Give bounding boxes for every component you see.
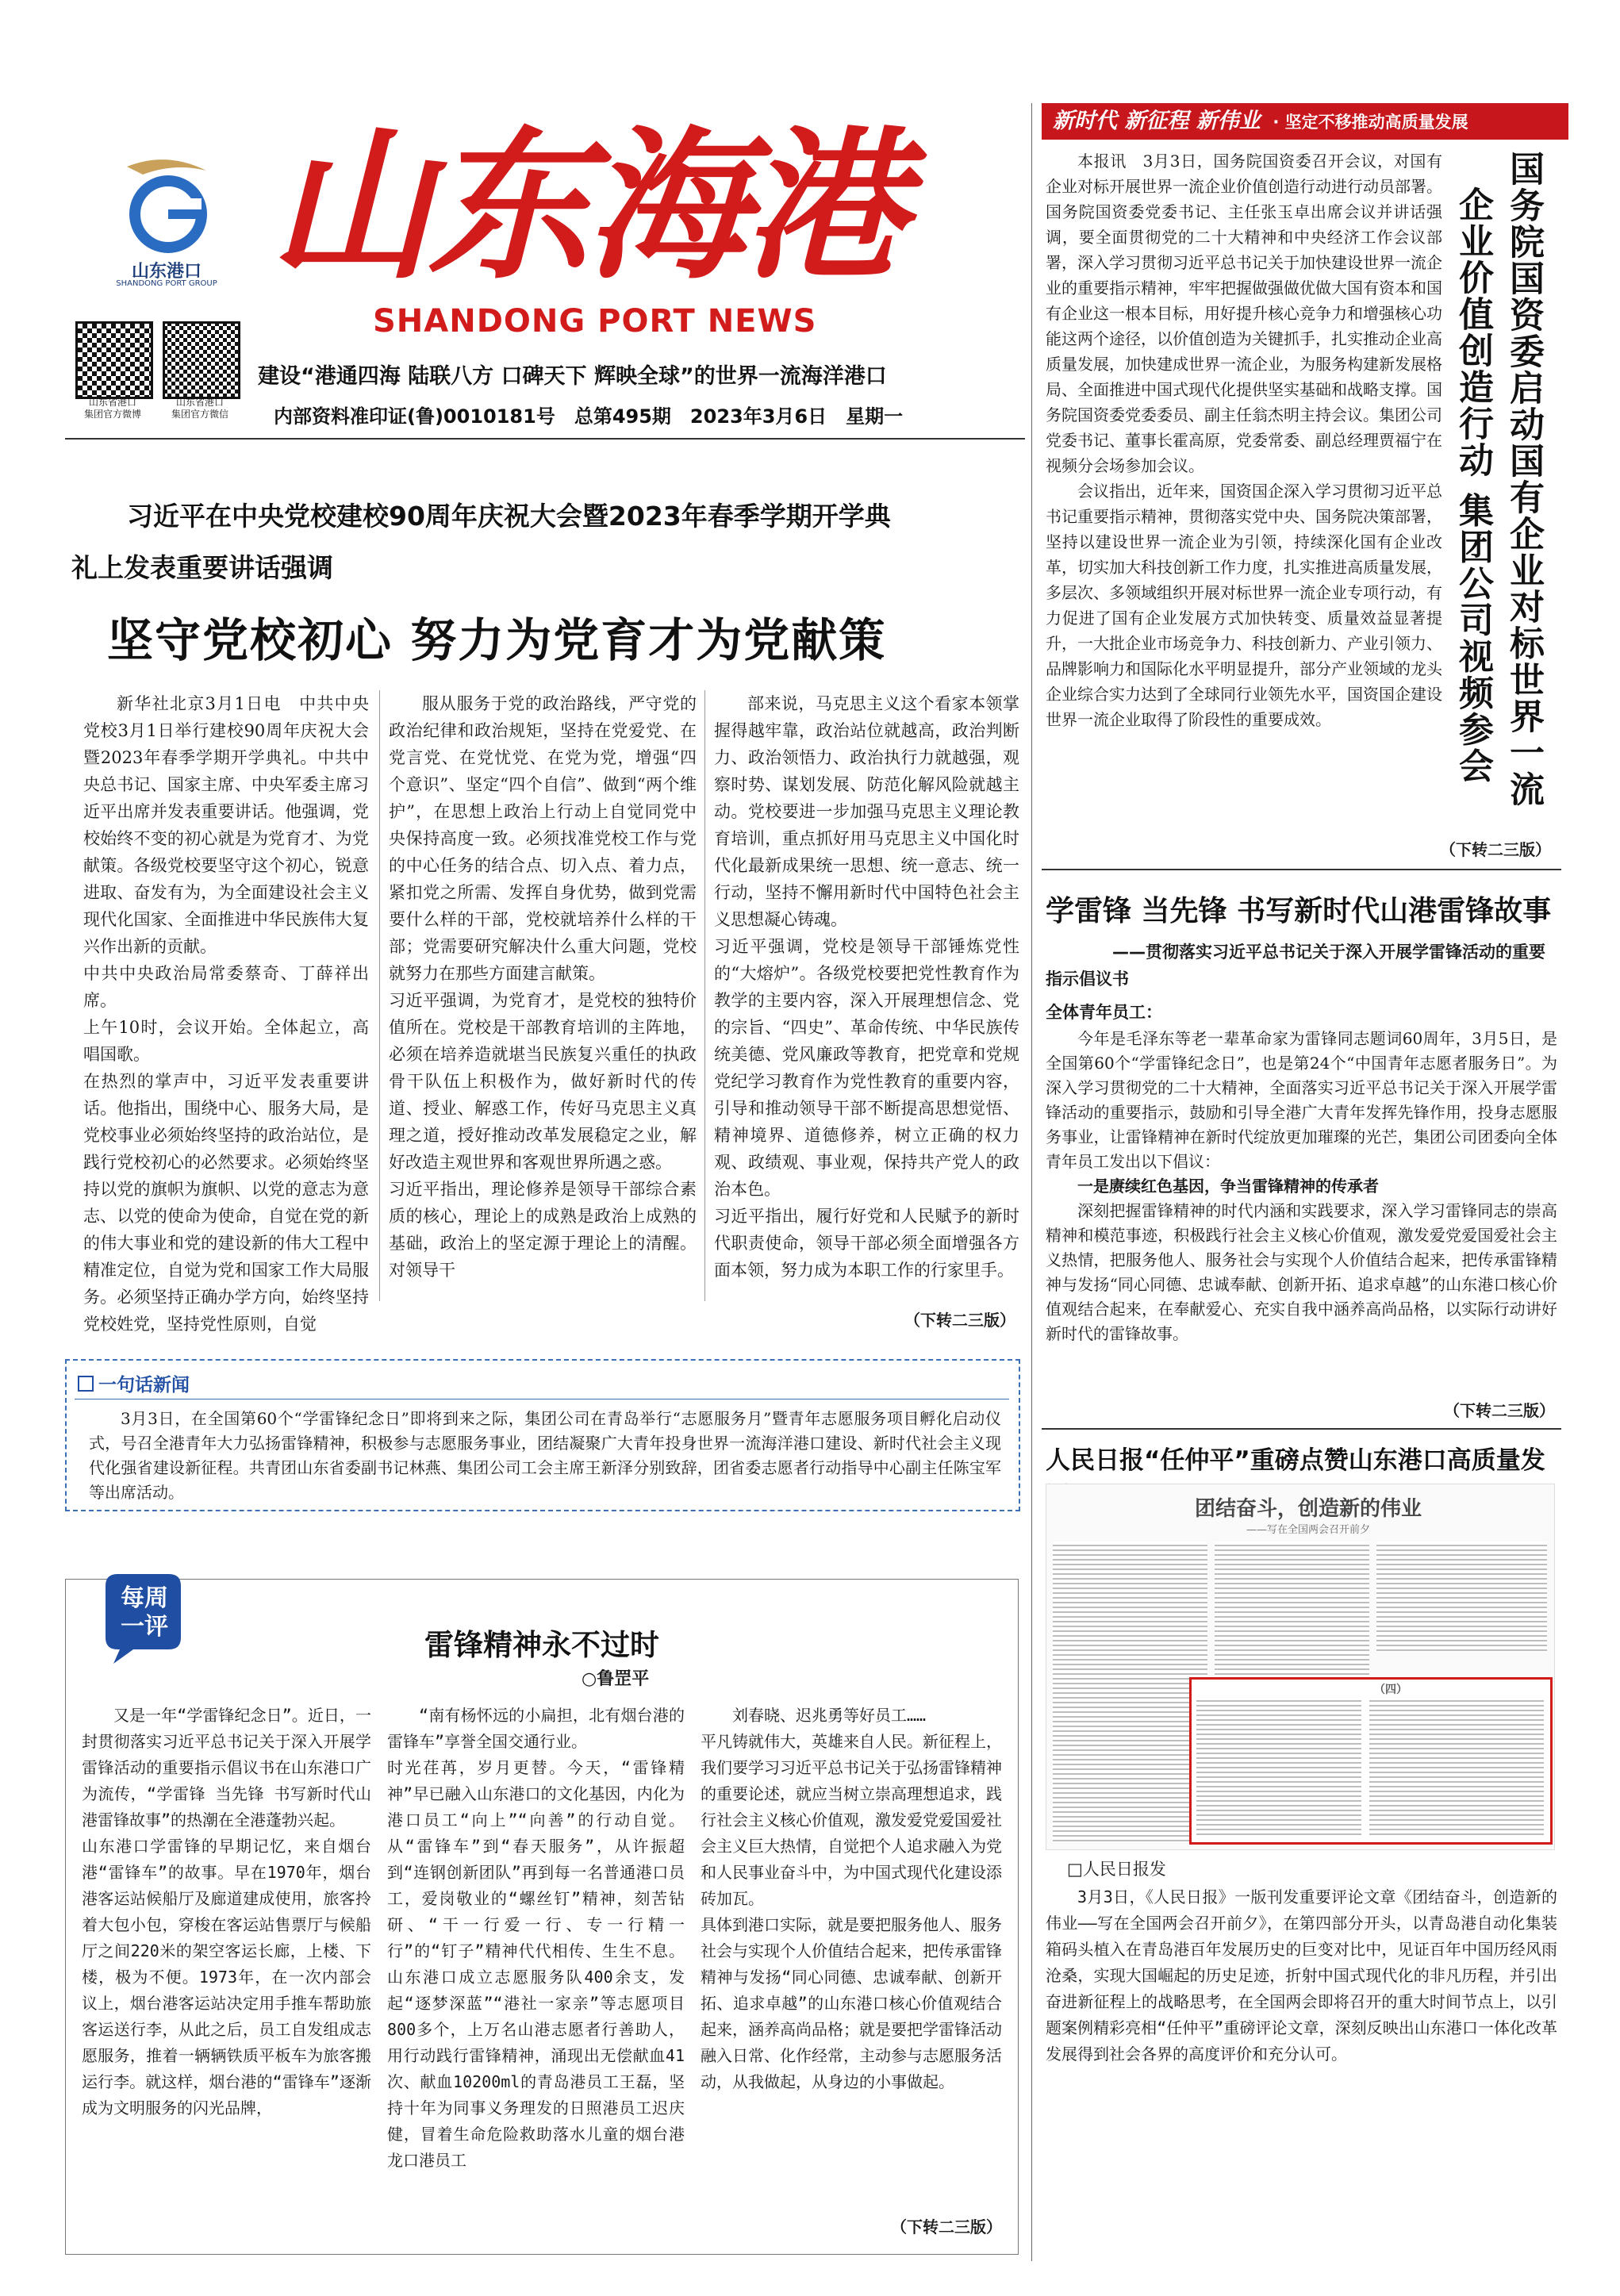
logo-subtext: SHANDONG PORT GROUP [116, 279, 217, 288]
sasac-article [1046, 148, 1442, 732]
sasac-body: 本报讯 3月3日，国务院国资委召开会议，对国有企业对标开展世界一流企业价值创造行动进行动员部署。国务院国资委党委书记、主任张玉卓出席会议并讲话强调，要全面贯彻党的二十大精神和中央经济工作会议部署，深入学习贯彻习近平总书记关于加快建设世界一流企业的重要指示精神，牢牢把握做强做优做大国有资本和国有企业这一根本目标，用好提升核心竞争力和增强核心功能这两个途径，以价值创造为关键抓手，扎实推动企业高质量发展，加快建成世界一流企业，为服务构建新发展格局、全面推进中国式现代化提供坚实基础和战略支撑。国务院国资委党委委员、副主任翁杰明主持会议。集团公司党委书记、董事长霍高原，党委常委、副总经理贾福宁在视频分会场参加会议。 [1046, 152, 1442, 475]
leifeng-subtitle: ——贯彻落实习近平总书记关于深入开展学雷锋活动的重要指示倡议书 [1046, 943, 1545, 989]
peoples-body: 3月3日，《人民日报》一版刊发重要评论文章《团结奋斗，创造新的伟业——写在全国两会召开前夕》，在第四部分开头，以青岛港自动化集装箱码头植入在青岛港百年发展历史的巨变对比中，见证百年中国历经风雨沧桑，实现大国崛起的历史足迹，折射中国式现代化的非凡历程，并引出奋进新征程上的战略思考，在全国两会即将召开的重大时间节点上，以引题案例精彩亮相“任仲平”重磅评论文章，深刻反映出山东港口一体化改革发展得到社会各界的高度评价和充分认可。 [1046, 1887, 1557, 2064]
leifeng-p1: 今年是毛泽东等老一辈革命家为雷锋同志题词60周年，3月5日，是全国第60个“学雷锋纪念日”，也是第24个“中国青年志愿者服务日”。为深入学习贯彻党的二十大精神，全面落实习近平总书记关于深入开展学雷锋活动的重要指示，鼓励和引导全港广大青年发挥先锋作用，投身志愿服务事业，让雷锋精神在新时代绽放更加璀璨的光芒，集团公司团委向全体青年员工发出以下倡议： [1046, 1029, 1557, 1171]
masthead [0, 0, 1031, 444]
lead-text-1: 新华社北京3月1日电 中共中央党校3月1日举行建校90周年庆祝大会暨2023年春季学期开学典礼。中共中央总书记、国家主席、中央军委主席习近平出席并发表重要讲话。他强调，党校始终不变的初心就是为党育才、为党献策。各级党校要坚守这个初心，锐意进取、奋发有为，为全面建设社会主义现代化国家、全面推进中华民族伟大复兴作出新的贡献。 中共中央政治局常委蔡奇、丁薛祥出席。 上午10时，会议开始。全体起立，高唱国歌。 在热烈的掌声中，习近平发表重要讲话。他指出，围绕中心、服务大局，是党校事业必须始终坚持的政治站位，是践行党校初心的必然要求。必须始终坚持以党的旗帜为旗帜、以党的意志为意志、以党的使命为使命，自觉在党的新的伟大事业和党的建设新的伟大工程中精准定位，自觉为党和国家工作大局服务。必须坚持正确办学方向，始终坚持党校姓党，坚持党性原则，自觉 [83, 694, 369, 1334]
clipping-text-left [1053, 1542, 1207, 1843]
lead-col-3 [714, 690, 1019, 1293]
weekly-title: 雷锋精神永不过时 [424, 1628, 659, 1662]
leifeng-title: 学雷锋 当先锋 书写新时代山港雷锋故事 [1046, 895, 1552, 927]
weekly-continued: （下转二三版） [891, 2217, 1002, 2236]
weekly-author: ○鲁罡平 [582, 1669, 650, 1689]
weekly-text-3: 刘春晓、迟兆勇等好员工…… 平凡铸就伟大，英雄来自人民。新征程上，我们要学习习近平总书记关于弘扬雷锋精神的重要论述，就应当树立崇高理想追求，践行社会主义核心价值观，激发爱党爱国爱社会主义巨大热情，自觉把个人追求融入为党和人民事业奋斗中，为中国式现代化建设添砖加瓦。 具体到港口实际，就是要把服务他人、服务社会与实现个人价值结合起来，把传承雷锋精神与发扬“同心同德、忠诚奉献、创新开拓、追求卓越”的山东港口核心价值观结合起来，涵养高尚品格；就是要把学雷锋活动融入日常、化作经常，主动参与志愿服务活动，从我做起，从身边的小事做起。 [701, 1706, 1002, 2091]
leifeng-salutation: 全体青年员工： [1046, 1003, 1162, 1022]
sasac-body-2: 会议指出，近年来，国资国企深入学习贯彻习近平总书记重要指示精神，贯彻落实党中央、国务院决策部署，坚持以建设世界一流企业为引领，持续深化国有企业改革，切实加大科技创新工作力度，扎实推进高质量发展，多层次、多领域组织开展对标世界一流企业专项行动，有力促进了国有企业发展方式加快转变、质量效益显著提升，一大批企业市场竞争力、科技创新力、产业引领力、品牌影响力和国际化水平明显提升，部分产业领域的龙头企业综合实力达到了全球同行业领先水平，国资国企建设世界一流企业取得了阶段性的重要成效。 [1046, 482, 1442, 729]
issue-info: 内部资料准印证(鲁)0010181号 总第495期 2023年3月6日 星期一 [274, 405, 904, 428]
weekly-col-3 [701, 1703, 1002, 2210]
peoples-caption: □人民日报发 [1067, 1860, 1166, 1879]
masthead-divider [65, 438, 1025, 440]
qr-caption-weibo: 山东省港口 集团官方微博 [83, 397, 141, 420]
weekly-col-1 [82, 1703, 371, 2234]
weekly-badge [98, 1570, 185, 1665]
logo-icon [111, 151, 222, 254]
brief-label-text: 一句话新闻 [98, 1375, 190, 1396]
clipping-text-mid [1215, 1542, 1369, 1700]
weekly-text-1: 又是一年“学雷锋纪念日”。近日，一封贯彻落实习近平总书记关于深入开展学雷锋活动的重要指示倡议书在山东港口广为流传，“学雷锋 当先锋 书写新时代山港雷锋故事”的热潮在全港蓬勃兴起。 山东港口学雷锋的早期记忆，来自烟台港“雷锋车”的故事。早在1970年，烟台港客运站候船厅及廊道建成使用，旅客拎着大包小包，穿梭在客运站售票厅与候船厅之间220米的架空客运长廊，上楼、下楼，极为不便。1973年，在一次内部会议上，烟台港客运站决定用手推车帮助旅客运送行李，从此之后，员工自发组成志愿服务，推着一辆辆铁质平板车为旅客搬运行李。就这样，烟台港的“雷锋车”逐渐成为文明服务的闪光品牌， [82, 1706, 371, 2117]
brief-square-icon [78, 1376, 94, 1392]
lead-col-divider-1 [379, 690, 380, 1301]
sasac-title-a: 国务院国资委启动国有企业对标世界一流 [1503, 151, 1544, 808]
sasac-title-b: 企业价值创造行动 集团公司视频参会 [1453, 186, 1493, 785]
leifeng-heading-1: 一是赓续红色基因，争当雷锋精神的传承者 [1077, 1177, 1379, 1196]
english-title: SHANDONG PORT NEWS [373, 303, 817, 340]
clipping-section-mark: （四） [1374, 1684, 1407, 1696]
weekly-col-2 [387, 1703, 685, 2234]
right-column-divider [1031, 103, 1032, 2261]
banner-subtitle: · 坚定不移推动高质量发展 [1273, 113, 1468, 132]
qr-caption-wechat: 山东省港口 集团官方微信 [171, 397, 228, 420]
lead-col-2 [389, 690, 697, 1309]
lead-continued: （下转二三版） [904, 1311, 1015, 1330]
slogan: 建设“港通四海 陆联八方 口碑天下 辉映全球”的世界一流海洋港口 [258, 364, 887, 389]
lead-kicker-1: 习近平在中央党校建校90周年庆祝大会暨2023年春季学期开学典 [127, 501, 891, 532]
lead-text-3: 部来说，马克思主义这个看家本领掌握得越牢靠，政治站位就越高，政治判断力、政治领悟力、政治执行力就越强，观察时势、谋划发展、防范化解风险就越主动。党校要进一步加强马克思主义理论教育培训，重点抓好用马克思主义中国化时代化最新成果统一思想、统一意志、统一行动，坚持不懈用新时代中国特色社会主义思想凝心铸魂。 习近平强调，党校是领导干部锤炼党性的“大熔炉”。各级党校要把党性教育作为教学的主要内容，深入开展理想信念、党的宗旨、“四史”、革命传统、中华民族传统美德、党风廉政等教育，把党章和党规党纪学习教育作为党性教育的重要内容，引导和推动领导干部不断提高思想觉悟、精神境界、道德修养，树立正确的权力观、政绩观、事业观，保持共产党人的政治本色。 习近平指出，履行好党和人民赋予的新时代职责使命，领导干部必须全面增强各方面本领，努力成为本职工作的行家里手。 [714, 694, 1019, 1280]
banner-title: 新时代 新征程 新伟业 [1053, 109, 1261, 133]
clipping-headline: 团结奋斗，创造新的伟业 [1194, 1497, 1422, 1521]
weekly-badge-text: 每周 一评 [121, 1584, 168, 1641]
leifeng-article [1046, 1027, 1557, 1346]
clipping-highlight [1189, 1677, 1553, 1845]
calligraphy-title: 山东海港 [270, 111, 901, 301]
qr-code-wechat [163, 321, 240, 399]
clipping-subheadline: ——写在全国两会召开前夕 [1246, 1524, 1370, 1536]
weekly-text-2: “南有杨怀远的小扁担，北有烟台港的雷锋车”享誉全国交通行业。 时光荏苒，岁月更替。今天，“雷锋精神”早已融入山东港口的文化基因，内化为港口员工“向上”“向善”的行动自觉。从“雷锋车”到“春天服务”，从许振超到“连钢创新团队”再到每一名普通港口员工，爱岗敬业的“螺丝钉”精神，刻苦钻研、“干一行爱一行、专一行精一行”的“钉子”精神代代相传、生生不息。山东港口成立志愿服务队400余支，发起“逐梦深蓝”“港社一家亲”等志愿项目800多个，上万名山港志愿者行善助人，用行动践行雷锋精神，涌现出无偿献血41次、献血10200ml的青岛港员工王磊，坚持十年为同事义务理发的日照港员工迟庆健，冒着生命危险救助落水儿童的烟台港龙口港员工 [387, 1706, 685, 2170]
clipping-highlight-text-1 [1196, 1697, 1361, 1836]
brief-label [78, 1370, 190, 1396]
logo-text: 山东港口 [131, 262, 202, 282]
lead-text-2: 服从服务于党的政治路线，严守党的政治纪律和政治规矩，坚持在党爱党、在党言党、在党忧党、在党为党，增强“四个意识”、坚定“四个自信”、做到“两个维护”，在思想上政治上行动上自觉同党中央保持高度一致。必须找准党校工作与党的中心任务的结合点、切入点、着力点，紧扣党之所需、发挥自身优势，做到党需要什么样的干部，党校就培养什么样的干部；党需要研究解决什么重大问题，党校就努力在那些方面建言献策。 习近平强调，为党育才，是党校的独特价值所在。党校是干部教育培训的主阵地，必须在培养造就堪当民族复兴重任的执政骨干队伍上积极作为，做好新时代的传道、授业、解惑工作，传好马克思主义真理之道，授好推动改革发展稳定之业，解好改造主观世界和客观世界所遇之惑。 习近平指出，理论修养是领导干部综合素质的核心，理论上的成熟是政治上成熟的基础，政治上的坚定源于理论上的清醒。对领导干 [389, 694, 697, 1280]
sasac-continued: （下转二三版） [1440, 840, 1551, 859]
brief-news-box [65, 1359, 1020, 1511]
newspaper-clipping-image [1046, 1484, 1555, 1850]
clipping-highlight-text-2 [1369, 1697, 1544, 1836]
lead-col-divider-2 [704, 690, 705, 1301]
leifeng-p2: 深刻把握雷锋精神的时代内涵和实践要求，深入学习雷锋同志的崇高精神和模范事迹，积极践行社会主义核心价值观，激发爱党爱国爱社会主义热情，把服务他人、服务社会与实现个人价值结合起来，把传承雷锋精神与发扬“同心同德、忠诚奉献、创新开拓、追求卓越”的山东港口核心价值观结合起来，在奉献爱心、充实自我中涵养高尚品格，以实际行动讲好新时代的雷锋故事。 [1046, 1201, 1557, 1343]
leifeng-continued: （下转二三版） [1444, 1401, 1555, 1420]
lead-headline: 坚守党校初心 努力为党育才为党献策 [107, 613, 887, 667]
weekly-review-box [65, 1579, 1019, 2255]
leifeng-divider [1042, 1428, 1561, 1430]
lead-col-1 [83, 690, 369, 1334]
brief-text: 3月3日，在全国第60个“学雷锋纪念日”即将到来之际，集团公司在青岛举行“志愿服务月”暨青年志愿服务项目孵化启动仪式，号召全港青年大力弘扬雷锋精神，积极参与志愿服务事业，团结凝聚广大青年投身世界一流海洋港口建设、新时代社会主义现代化强省建设新征程。共青团山东省委副书记林燕、集团公司工会主席王新泽分别致辞，团省委志愿者行动指导中心副主任陈宝军等出席活动。 [89, 1409, 1001, 1502]
peoples-title: 人民日报“任仲平”重磅点赞山东港口高质量发 [1046, 1446, 1545, 1475]
clipping-text-right [1376, 1542, 1547, 1653]
series-banner [1042, 103, 1568, 140]
qr-code-weibo [75, 321, 153, 399]
sasac-divider [1042, 869, 1561, 870]
lead-kicker-2: 礼上发表重要讲话强调 [71, 552, 333, 583]
